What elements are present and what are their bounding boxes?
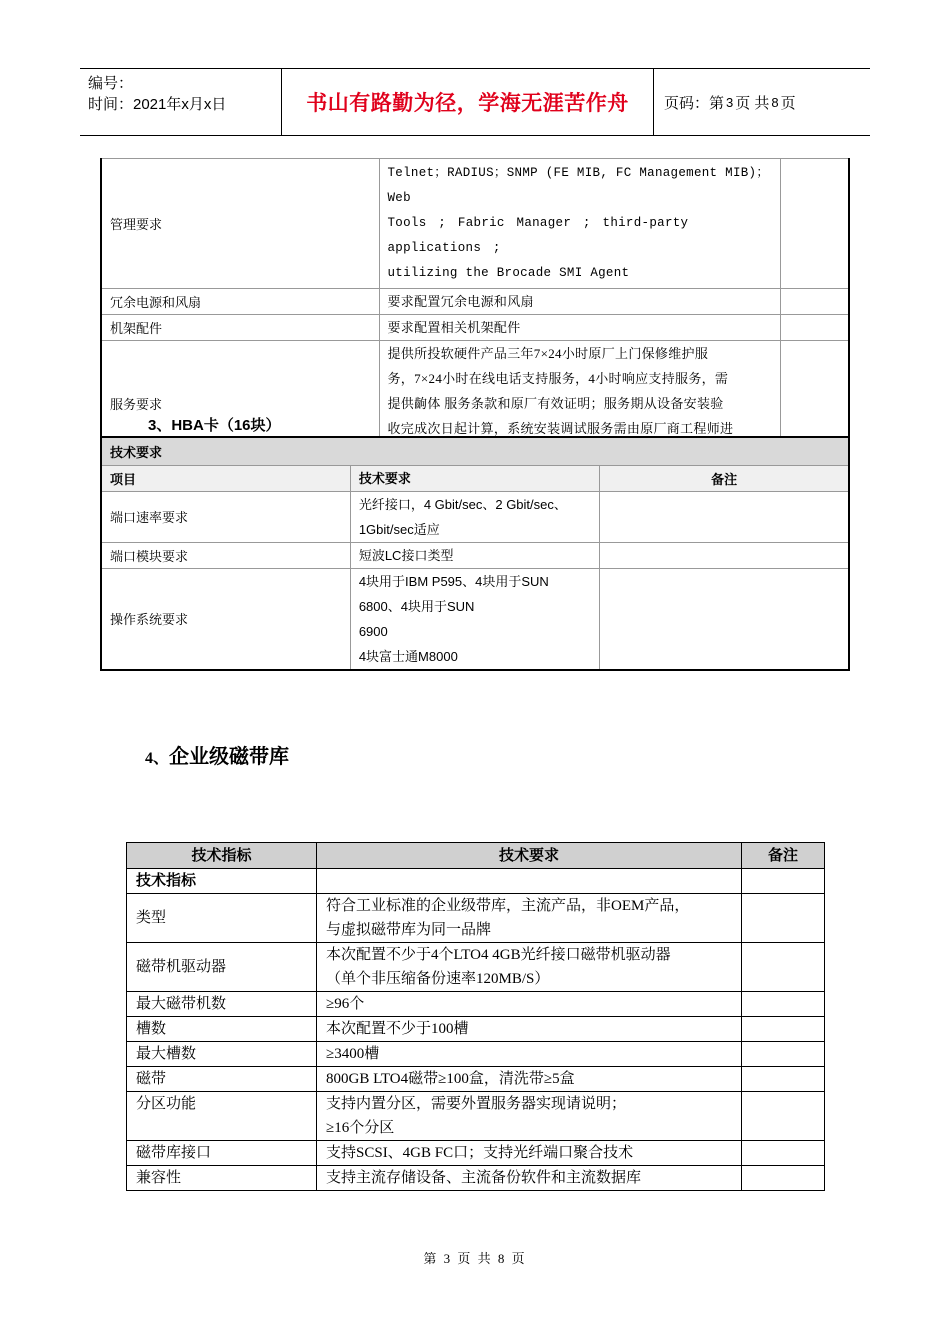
row-remark	[742, 1166, 825, 1191]
column-header: 项目	[101, 465, 350, 491]
row-item: 端口速率要求	[101, 491, 350, 542]
row-item: 服务要求	[101, 341, 379, 468]
requirement-line: 与虚拟磁带库为同一品牌	[326, 922, 492, 938]
tape-library-spec-table	[126, 842, 825, 1191]
table-row	[101, 542, 849, 568]
row-requirement	[317, 1092, 742, 1141]
row-item: 磁带库接口	[127, 1141, 317, 1166]
section-label: 技术指标	[127, 869, 317, 894]
table-row	[127, 1141, 825, 1166]
requirement-line: 符合工业标准的企业级带库，主流产品，非OEM产品，	[326, 898, 690, 914]
table-row	[127, 1067, 825, 1092]
row-item: 分区功能	[127, 1092, 317, 1141]
section-4-text: 企业级磁带库	[169, 744, 290, 768]
row-item: 管理要求	[101, 159, 379, 289]
row-requirement: 要求配置冗余电源和风扇	[379, 289, 780, 315]
requirement-line: Telnet；RADIUS；SNMP (FE MIB, FC Management MIB)；Web	[387, 166, 770, 205]
row-remark	[742, 1067, 825, 1092]
row-remark	[742, 1092, 825, 1141]
page-footer: 第 3 页 共 8 页	[423, 1251, 527, 1266]
row-item: 磁带	[127, 1067, 317, 1092]
row-requirement: 800GB LTO4磁带≥100盒，清洗带≥5盒	[317, 1067, 742, 1092]
row-requirement	[317, 894, 742, 943]
column-header: 技术要求	[350, 465, 599, 491]
row-item: 磁带机驱动器	[127, 943, 317, 992]
row-remark	[742, 1017, 825, 1042]
column-header: 技术要求	[317, 843, 742, 869]
table-row	[101, 289, 849, 315]
row-remark	[742, 943, 825, 992]
page-prefix: 页码：第	[664, 94, 725, 112]
table-row	[127, 1017, 825, 1042]
row-requirement: 光纤接口，4 Gbit/sec、2 Gbit/sec、1Gbit/sec适应	[350, 491, 599, 542]
requirement-line: 本次配置不少于4个LTO4 4GB光纤接口磁带机驱动器	[326, 947, 671, 963]
requirement-line: 4块用于IBM P595、4块用于SUN 6800、4块用于SUN	[358, 573, 549, 614]
requirement-line: 4块富士通M8000	[358, 648, 458, 664]
table-row	[127, 894, 825, 943]
hba-spec-table	[100, 436, 850, 671]
requirement-line: 收完成次日起计算，系统安装调试服务需由原厂商工程师进	[387, 421, 734, 436]
column-header: 备注	[600, 465, 849, 491]
table-row	[127, 943, 825, 992]
header-page-info	[654, 69, 870, 135]
row-remark	[742, 992, 825, 1017]
page-mid: 页 共	[735, 94, 770, 112]
requirement-line: 提供所投软硬件产品三年7×24小时原厂上门保修维护服	[387, 346, 709, 361]
row-remark	[742, 1042, 825, 1067]
section-4-number: 4	[145, 750, 153, 767]
row-remark	[742, 1141, 825, 1166]
requirement-line: 提供齣体 服务条款和原厂有效证明；服务期从设备安装验	[387, 396, 724, 411]
column-header: 技术指标	[127, 843, 317, 869]
table-row	[127, 1166, 825, 1191]
row-requirement: 要求配置相关机架配件	[379, 315, 780, 341]
row-item: 最大槽数	[127, 1042, 317, 1067]
page-header	[80, 68, 870, 136]
row-item: 类型	[127, 894, 317, 943]
table-row	[101, 568, 849, 670]
row-requirement	[317, 943, 742, 992]
section-4-separator: 、	[153, 750, 170, 767]
row-remark	[780, 159, 849, 289]
requirement-line: Tools ; Fabric Manager ; third-party applications ;	[387, 216, 689, 255]
row-requirement: 本次配置不少于100槽	[317, 1017, 742, 1042]
section-4-title	[145, 740, 289, 769]
requirement-line: 6900	[358, 623, 388, 639]
row-remark	[600, 491, 849, 542]
table-section-row	[127, 869, 825, 894]
empty-cell	[742, 869, 825, 894]
row-remark	[780, 289, 849, 315]
table-header-row	[101, 465, 849, 491]
row-remark	[780, 315, 849, 341]
empty-cell	[317, 869, 742, 894]
page-number: 3	[726, 94, 734, 110]
requirement-line: ≥16个分区	[326, 1120, 395, 1136]
row-requirement: 短波LC接口类型	[350, 542, 599, 568]
header-date: 时间：2021年x月x日	[88, 96, 227, 113]
table-header-row	[127, 843, 825, 869]
row-remark	[600, 542, 849, 568]
table-row	[127, 992, 825, 1017]
row-requirement	[350, 568, 599, 670]
table-row	[101, 315, 849, 341]
row-requirement: 支持主流存储设备、主流备份软件和主流数据库	[317, 1166, 742, 1191]
table-row	[127, 1092, 825, 1141]
table-row	[101, 491, 849, 542]
row-item: 操作系统要求	[101, 568, 350, 670]
row-requirement	[379, 159, 780, 289]
row-item: 端口模块要求	[101, 542, 350, 568]
row-item: 槽数	[127, 1017, 317, 1042]
requirement-line: 务，7×24小时在线电话支持服务，4小时响应支持服务，需	[387, 371, 729, 386]
section-label: 技术要求	[101, 437, 849, 465]
requirement-line: （单个非压缩备份速率120MB/S）	[326, 971, 550, 987]
row-item: 兼容性	[127, 1166, 317, 1191]
header-motto: 书山有路勤为径，学海无涯苦作舟	[282, 69, 654, 135]
table-section-row	[101, 437, 849, 465]
row-requirement: ≥3400槽	[317, 1042, 742, 1067]
row-item: 机架配件	[101, 315, 379, 341]
page-suffix: 页	[780, 94, 796, 112]
page-total: 8	[771, 94, 779, 110]
column-header: 备注	[742, 843, 825, 869]
requirement-line: utilizing the Brocade SMI Agent	[387, 266, 630, 280]
row-remark	[742, 894, 825, 943]
row-remark	[600, 568, 849, 670]
row-requirement: ≥96个	[317, 992, 742, 1017]
requirement-line: 支持内置分区，需要外置服务器实现请说明；	[326, 1096, 627, 1112]
section-3-title: 3、HBA卡（16块）	[148, 417, 281, 434]
table-row	[101, 159, 849, 289]
row-item: 最大磁带机数	[127, 992, 317, 1017]
header-meta	[80, 69, 282, 135]
table-row	[127, 1042, 825, 1067]
row-item: 冗余电源和风扇	[101, 289, 379, 315]
row-requirement: 支持SCSI、4GB FC口；支持光纤端口聚合技术	[317, 1141, 742, 1166]
header-code: 编号：	[88, 75, 134, 92]
